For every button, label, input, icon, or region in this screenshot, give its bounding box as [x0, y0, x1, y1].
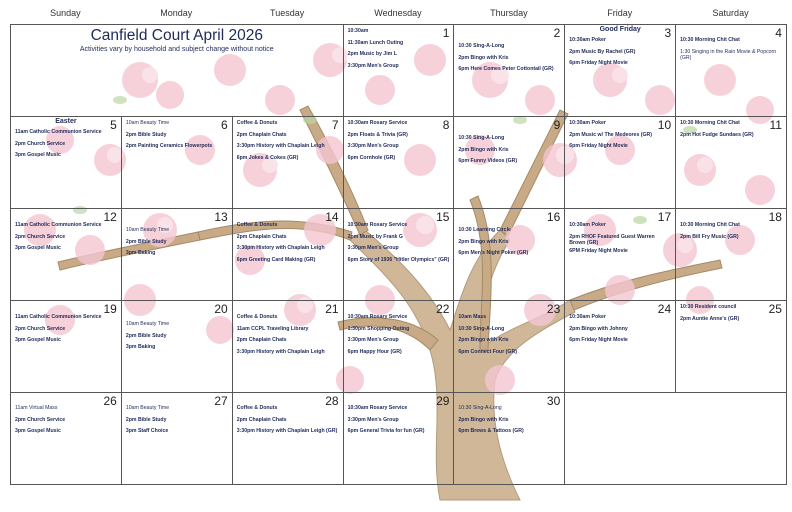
- event-item: 2pm Bible Study: [125, 332, 167, 339]
- event-item: 11am CCPL Traveling Library: [236, 325, 309, 332]
- day-cell[interactable]: [11, 209, 122, 301]
- event-item: 11am Catholic Communion Service: [15, 314, 102, 320]
- event-item: 10:30 Sing-A-Long: [458, 135, 505, 141]
- day-cell[interactable]: [122, 209, 233, 301]
- day-number: 6: [221, 118, 228, 132]
- event-item: 10:30 Sing-A-Long: [458, 43, 505, 49]
- weekday-friday: Friday: [607, 8, 633, 18]
- event-list: [344, 117, 454, 161]
- event-item: Coffee & Donuts: [236, 405, 278, 411]
- event-item: 2pm Church Service: [15, 233, 66, 240]
- event-item: 6pm Men's Night Poker (GR): [458, 250, 529, 256]
- calendar-subtitle: Activities vary by household and subject change without notice: [79, 46, 274, 53]
- event-item: 10:30 Morning Chit Chat: [680, 120, 740, 126]
- day-cell[interactable]: [676, 25, 787, 117]
- day-cell[interactable]: [344, 209, 455, 301]
- event-item: 3:30pm History with Chaplain Leigh: [236, 245, 325, 251]
- day-cell[interactable]: [344, 25, 455, 117]
- event-item: 2pm Bingo with Kris: [458, 337, 509, 343]
- event-item: 10:30 Sing-A-Long: [458, 325, 505, 332]
- event-item: 6PM Friday Night Movie: [569, 247, 628, 254]
- event-item: 2pm Bible Study: [125, 416, 167, 423]
- event-item: 10:30 Resident council: [680, 304, 737, 310]
- holiday-label: Good Friday: [599, 26, 641, 33]
- day-number: 21: [325, 302, 339, 316]
- day-number: 24: [657, 302, 672, 316]
- event-item: 2pm Bill Fry Music (GR): [680, 233, 739, 240]
- event-item: 2pm Church Service: [15, 416, 66, 423]
- weekday-monday: Monday: [160, 8, 193, 18]
- day-number: 23: [546, 302, 561, 316]
- weekday-thursday: Thursday: [490, 8, 528, 18]
- event-item: 6pm Connect Four (GR): [458, 348, 517, 355]
- event-item: 2pm Bingo with Kris: [458, 146, 509, 153]
- event-item: 6pm Story of 1936 "Hitler Olympics" (GR): [347, 256, 450, 263]
- event-item: 2pm Bingo with Johnny: [569, 325, 628, 332]
- event-item: 2pm Chaplain Chats: [236, 337, 287, 343]
- event-item: 2pm Chaplain Chats: [236, 131, 287, 138]
- event-item: 10:30am Rosary Service: [347, 222, 408, 228]
- event-item: 10:30am Poker: [569, 120, 606, 126]
- calendar-title-cell: [11, 25, 344, 117]
- event-item: 3pm Gospel Music: [15, 337, 61, 343]
- event-item: 3pm Gospel Music: [15, 245, 61, 251]
- day-number: 15: [436, 210, 450, 224]
- calendar-grid: [10, 24, 787, 485]
- event-list: [454, 25, 564, 72]
- event-item: 10:30 Sing-A-Long: [458, 405, 502, 411]
- day-cell[interactable]: [11, 117, 122, 209]
- event-item: 10:30 Morning Chit Chat: [680, 222, 740, 228]
- day-cell[interactable]: [676, 209, 787, 301]
- day-number: 25: [768, 302, 782, 316]
- day-cell[interactable]: [122, 117, 233, 209]
- event-item: 10:30 Learning Circle: [458, 227, 511, 233]
- weekday-saturday: Saturday: [712, 8, 749, 18]
- day-cell[interactable]: [233, 301, 344, 393]
- day-number: 16: [546, 210, 561, 224]
- event-item: 3:30pm History with Chaplain Leigh: [236, 348, 325, 355]
- day-number: 29: [436, 394, 450, 408]
- event-item: 2pm Bingo with Kris: [458, 54, 509, 61]
- event-item: 2pm Music by Frank G: [347, 233, 403, 240]
- day-number: 4: [775, 26, 782, 40]
- event-item: 11am Virtual Mass: [15, 405, 58, 411]
- event-item: 3:30pm History with Chaplain Leigh: [236, 143, 325, 149]
- day-cell[interactable]: [565, 301, 676, 393]
- event-item: 10:30am Poker: [569, 37, 606, 43]
- event-item: 2pm Music By Rachel (GR): [569, 48, 636, 55]
- event-item: 10:30am: [347, 28, 369, 34]
- day-number: 5: [110, 118, 117, 132]
- event-item: 3:30pm Men's Group: [347, 337, 399, 343]
- event-item: 6pm Funny Videos (GR): [458, 158, 518, 164]
- event-item: 6pm Jokes & Cokes (GR): [236, 154, 299, 161]
- event-item: 2pm RHOF Featured Guest Warren Brown (GR): [569, 233, 655, 246]
- event-item: 10:30 Morning Chit Chat: [680, 37, 740, 43]
- day-cell[interactable]: [454, 393, 565, 485]
- day-cell[interactable]: [565, 117, 676, 209]
- day-number: 1: [442, 26, 450, 40]
- event-item: 11am Catholic Communion Service: [15, 129, 102, 135]
- day-number: 10: [657, 118, 672, 132]
- event-item: 2pm Bingo with Kris: [458, 416, 509, 423]
- event-item: 2pm Bible Study: [125, 131, 167, 138]
- day-cell[interactable]: [11, 301, 122, 393]
- day-number: 17: [657, 210, 672, 224]
- event-item: 3pm Gospel Music: [15, 152, 61, 158]
- event-item: 10:30am Poker: [569, 222, 606, 228]
- event-item: 3:30pm History with Chaplain Leigh (GR): [236, 428, 338, 434]
- event-item: 3:30pm Men's Group: [347, 62, 399, 69]
- event-item: 3pm Baking: [125, 250, 156, 256]
- day-cell[interactable]: [233, 209, 344, 301]
- event-item: 2pm Floats & Trivia (GR): [347, 131, 408, 138]
- event-list: [233, 117, 343, 161]
- day-number: 3: [664, 26, 672, 40]
- event-list: [11, 125, 121, 158]
- day-number: 19: [103, 302, 117, 316]
- event-item: 3:30pm Men's Group: [347, 143, 399, 149]
- event-item: 6pm Friday Night Movie: [569, 337, 628, 343]
- day-number: 12: [103, 210, 117, 224]
- event-item: 6pm General Trivia for fun (GR): [347, 428, 425, 434]
- event-item: 2pm Painting Ceramics Flowerpots: [125, 143, 213, 149]
- day-number: 30: [546, 394, 561, 408]
- event-item: 6pm Here Comes Peter Cottontail (GR): [458, 66, 554, 72]
- day-number: 2: [553, 26, 561, 40]
- event-item: 2pm Hot Fudge Sundaes (GR): [680, 131, 754, 138]
- day-number: 11: [769, 118, 782, 132]
- event-item: 10am Mass: [458, 314, 487, 320]
- event-list: [676, 25, 786, 61]
- event-item: 3:30pm Men's Group: [347, 416, 399, 423]
- day-cell[interactable]: [344, 117, 455, 209]
- event-item: 3pm Staff Choice: [125, 428, 169, 434]
- event-item: 1:30 Singing in the Rain Movie & Popcorn (GR): [680, 48, 777, 61]
- event-item: 2pm Music w/ The Medeores (GR): [569, 131, 653, 138]
- event-item: 3pm Gospel Music: [15, 428, 61, 434]
- event-item: 6pm Cornhole (GR): [347, 154, 396, 161]
- event-item: 11:30am Lunch Outing: [347, 39, 404, 46]
- day-number: 22: [436, 302, 450, 316]
- event-item: 10am Beauty Time: [125, 321, 170, 327]
- day-cell[interactable]: [122, 301, 233, 393]
- day-cell[interactable]: [122, 393, 233, 485]
- day-cell[interactable]: [344, 393, 455, 485]
- calendar-title: Canfield Court April 2026: [90, 27, 263, 44]
- day-number: 14: [325, 210, 339, 224]
- event-item: 6pm Happy Hour (GR): [347, 348, 402, 355]
- day-cell[interactable]: [565, 209, 676, 301]
- event-item: 6pm Friday Night Movie: [569, 60, 628, 66]
- weekday-sunday: Sunday: [50, 8, 81, 18]
- event-item: 2pm Chaplain Chats: [236, 233, 287, 240]
- empty-cell: [565, 393, 787, 485]
- event-item: 10:30am Rosary Service: [347, 405, 408, 411]
- weekday-header: [10, 8, 786, 24]
- event-item: 6pm Brews & Tattoos (GR): [458, 428, 524, 434]
- day-number: 18: [768, 210, 782, 224]
- event-item: 6pm Greeting Card Making (GR): [236, 256, 316, 263]
- day-cell[interactable]: [11, 393, 122, 485]
- event-item: 2pm Bingo with Kris: [458, 238, 509, 245]
- event-item: Coffee & Donuts: [236, 222, 278, 228]
- event-item: 2pm Music by Jim L: [347, 51, 397, 57]
- day-cell[interactable]: [454, 117, 565, 209]
- event-item: 10:30am Rosary Service: [347, 314, 408, 320]
- event-item: 10am Beauty Time: [125, 405, 170, 411]
- day-number: 27: [214, 394, 228, 408]
- day-cell[interactable]: [454, 25, 565, 117]
- day-number: 13: [214, 210, 228, 224]
- day-cell[interactable]: [233, 117, 344, 209]
- holiday-label: Easter: [55, 118, 77, 125]
- event-item: 2pm Bible Study: [125, 238, 167, 245]
- day-number: 9: [553, 118, 561, 132]
- day-number: 7: [331, 118, 339, 132]
- event-list: [122, 117, 232, 149]
- event-item: 2pm Church Service: [15, 325, 66, 332]
- event-item: 1:30pm Shopping Outing: [347, 325, 410, 332]
- day-cell[interactable]: [233, 393, 344, 485]
- event-item: 2pm Church Service: [15, 140, 66, 147]
- day-cell[interactable]: [344, 301, 455, 393]
- day-cell[interactable]: [676, 301, 787, 393]
- event-item: 10am Beauty Time: [125, 120, 170, 126]
- event-list: [454, 117, 564, 164]
- day-number: 28: [325, 394, 339, 408]
- event-list: [565, 33, 675, 66]
- day-number: 8: [442, 118, 450, 132]
- event-item: 2pm Auntie Anne's (GR): [680, 315, 740, 322]
- event-item: 3:30pm Men's Group: [347, 245, 399, 251]
- day-cell[interactable]: [454, 301, 565, 393]
- day-cell[interactable]: [565, 25, 676, 117]
- event-item: 10:30am Poker: [569, 314, 606, 320]
- day-number: 20: [214, 302, 228, 316]
- day-cell[interactable]: [454, 209, 565, 301]
- event-item: 10am Beauty Time: [125, 227, 170, 233]
- event-item: 6pm Friday Night Movie: [569, 143, 628, 149]
- event-list: [344, 25, 454, 69]
- day-cell[interactable]: [676, 117, 787, 209]
- weekday-tuesday: Tuesday: [270, 8, 305, 18]
- day-number: 26: [103, 394, 117, 408]
- event-item: 3pm Baking: [125, 344, 156, 350]
- weekday-wednesday: Wednesday: [374, 8, 422, 18]
- event-item: 10:30am Rosary Service: [347, 120, 408, 126]
- event-item: Coffee & Donuts: [236, 314, 278, 320]
- event-item: 2pm Chaplain Chats: [236, 416, 287, 423]
- event-item: 11am Catholic Communion Service: [15, 222, 102, 228]
- event-item: Coffee & Donuts: [236, 120, 278, 126]
